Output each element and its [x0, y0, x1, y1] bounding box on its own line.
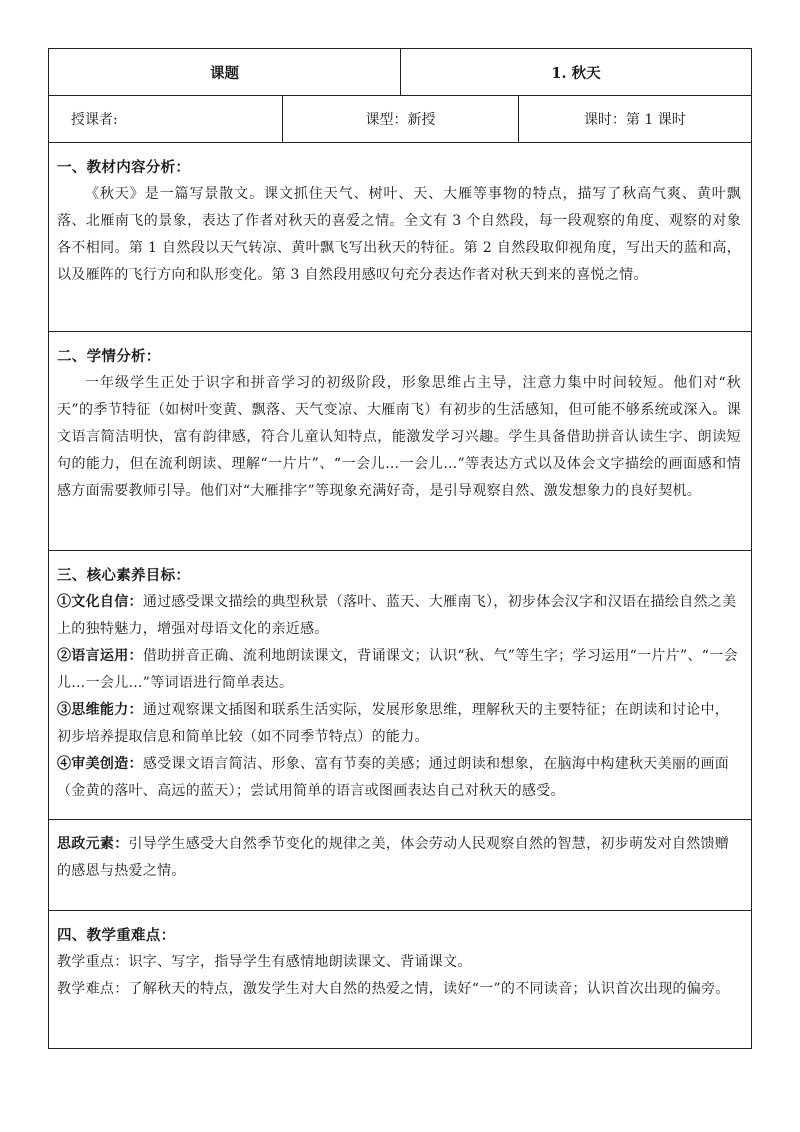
- material-analysis-heading: 一、教材内容分析：: [57, 159, 191, 176]
- title-label: 课题: [210, 64, 239, 82]
- goal-text: 感受课文语言简洁、形象、富有节奏的美感；通过朗读和想象，在脑海中构建秋天美丽的画面（金黄的落叶、高远的蓝天）；尝试用简单的语言或图画表达自己对秋天的感受。: [57, 756, 730, 799]
- material-analysis-section: [49, 143, 751, 331]
- teacher-field: 授课者:: [71, 112, 118, 128]
- material-analysis-text: 《秋天》是一篇写景散文。课文抓住天气、树叶、天、大雁等事物的特点，描写了秋高气爽、黄叶飘落、北雁南飞的景象，表达了作者对秋天的喜爱之情。全文有 3 个自然段，每一段观察的角度、观察的对象各不相同。第 1 自然段以天气转凉、黄叶飘飞写出秋天的特征。第 2 自然段取仰视角度，写出天的蓝和高，以及雁阵的飞行方向和队形变化。第 3 自然段用感叹句充分表达作者对秋天到来的喜悦之情。: [57, 186, 741, 283]
- goal-item: [57, 697, 741, 751]
- material-analysis-row: [49, 143, 751, 332]
- key-points-row: [49, 911, 751, 1048]
- lesson-type-field: 课型：新授: [282, 96, 517, 142]
- ideology-row: [49, 820, 751, 911]
- student-analysis-text: 一年级学生正处于识字和拼音学习的初级阶段，形象思维占主导，注意力集中时间较短。他们对“秋天”的季节特征（如树叶变黄、飘落、天气变凉、大雁南飞）有初步的生活感知，但可能不够系统或深入。课文语言简洁明快，富有韵律感，符合儿童认知特点，能激发学习兴趣。学生具备借助拼音认读生字、朗读短句的能力，但在流利朗读、理解“一片片”、“一会儿…一会儿…”等表达方式以及体会文字描绘的画面感和情感方面需要教师引导。他们对“大雁排字”等现象充满好奇，是引导观察自然、激发想象力的良好契机。: [57, 375, 741, 499]
- title-row: [49, 49, 751, 96]
- key-points-heading: 四、教学重难点：: [57, 927, 176, 944]
- teaching-difficulty: 教学难点：了解秋天的特点，激发学生对大自然的热爱之情，读好“一”的不同读音；认识首次出现的偏旁。: [57, 981, 730, 997]
- goal-label: ③思维能力：: [57, 702, 143, 718]
- ideology-line: [57, 831, 741, 885]
- goal-label: ④审美创造：: [57, 756, 143, 772]
- core-goals-row: [49, 551, 751, 820]
- meta-row: [49, 96, 751, 143]
- goal-text: 通过感受课文描绘的典型秋景（落叶、蓝天、大雁南飞），初步体会汉字和汉语在描绘自然之美上的独特魅力，增强对母语文化的亲近感。: [57, 594, 737, 637]
- goal-text: 借助拼音正确、流利地朗读课文，背诵课文；认识“秋、气”等生字；学习运用“一片片”、“一会儿…一会儿…”等词语进行简单表达。: [57, 648, 738, 691]
- goal-label: ②语言运用：: [57, 648, 143, 664]
- ideology-label: 思政元素：: [57, 836, 129, 852]
- goal-item: [57, 589, 741, 643]
- goal-label: ①文化自信：: [57, 594, 143, 610]
- core-goals-heading: 三、核心素养目标：: [57, 567, 191, 584]
- core-goals-section: [49, 551, 751, 819]
- teaching-focus: 教学重点：识字、写字，指导学生有感情地朗读课文、背诵课文。: [57, 954, 472, 970]
- ideology-text: 引导学生感受大自然季节变化的规律之美，体会劳动人民观察自然的智慧，初步萌发对自然馈赠的感恩与热爱之情。: [57, 836, 730, 879]
- goal-item: [57, 751, 741, 805]
- key-points-section: [49, 911, 740, 1048]
- title-value: 1. 秋天: [400, 49, 751, 95]
- student-analysis-row: [49, 332, 751, 551]
- ideology-section: [49, 820, 751, 910]
- student-analysis-section: [49, 332, 751, 550]
- goal-text: 通过观察课文插图和联系生活实际，发展形象思维，理解秋天的主要特征；在朗读和讨论中，初步培养提取信息和简单比较（如不同季节特点）的能力。: [57, 702, 730, 745]
- lesson-plan-table: [48, 48, 752, 1049]
- lesson-hours-field: 课时：第 1 课时: [518, 96, 751, 142]
- student-analysis-heading: 二、学情分析：: [57, 348, 161, 365]
- goal-item: [57, 643, 741, 697]
